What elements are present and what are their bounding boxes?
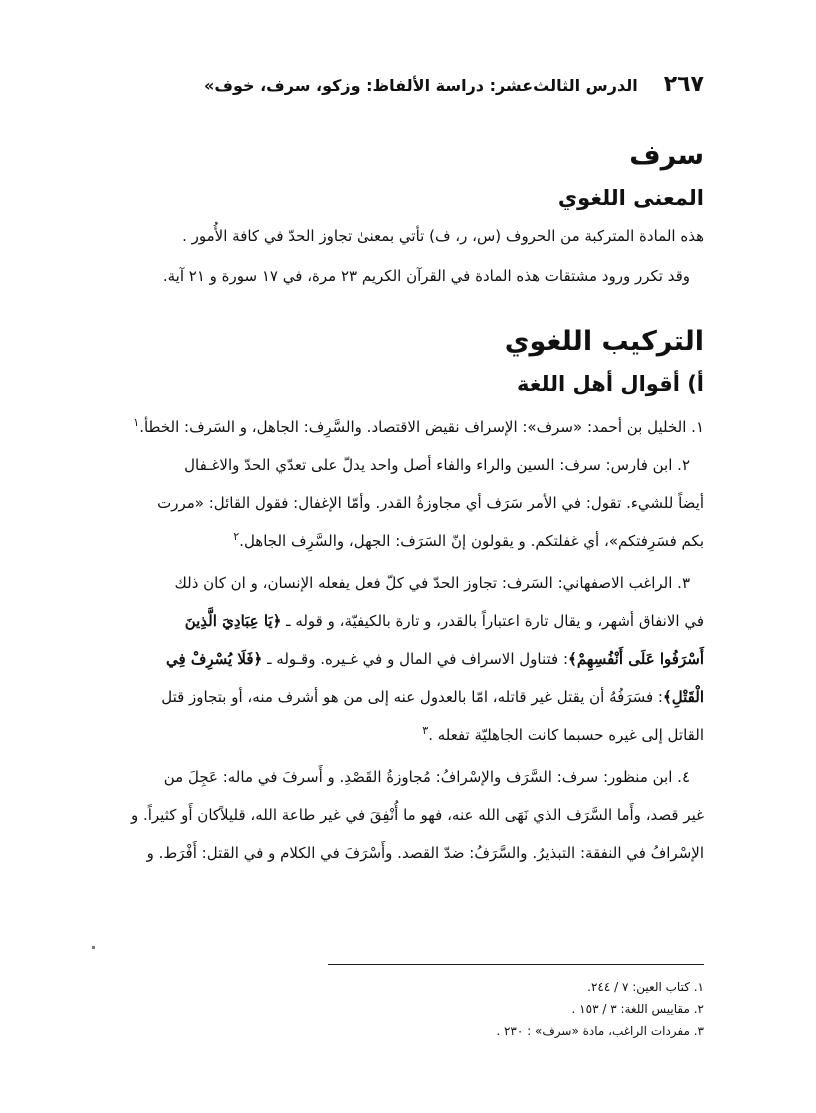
item-ibn-faris-line-2: أيضاً للشيء. تقول: في الأمر سَرَف أي مجاوزةُ القدر. وأمّا الإغفال: فقول القائل: «مررت [157, 494, 704, 512]
item-ibn-manzur-line-3: الإسْرافُ في النفقة: التبذيرُ. والسَّرَفُ: ضدّ القصد. وأَسْرَفَ في الكلام و في القتل: أَفْرَط. و [146, 844, 704, 862]
heading-sarf: سرف [629, 140, 704, 171]
item-ibn-faris-line-1: ٢. ابن فارس: سرف: السين والراء والفاء أصل واحد يدلّ على تعدّي الحدّ والاغـفال [184, 456, 690, 474]
paragraph-definition: هذه المادة المترکبة من الحروف (س، ر، ف) تأتي بمعنیٰ تجاوز الحدّ في کافة الأُمور . [182, 227, 704, 245]
footnotes [112, 976, 704, 1042]
item-raghib-line-1: ٣. الراغب الاصفهاني: السَرف: تجاوز الحدّ في كلّ فعل يفعله الإنسان، و ان كان ذلك [174, 574, 690, 592]
heading-linguistic-structure: الترکیب اللغوي [504, 326, 704, 357]
margin-mark [92, 946, 95, 949]
item-raghib-line-2-text: في الانفاق أشهر، و يقال تارة اعتباراً بالقدر، و تارة بالكيفيّة، و قوله ـ [286, 612, 704, 630]
quran-verse-2-start: ﴿فَلَا يُسْرِفْ فِي [165, 650, 263, 668]
page-number: ٢٦٧ [663, 72, 704, 97]
footnote-marker-2: ٢ [233, 530, 240, 543]
footnote-marker-1: ١ [133, 416, 140, 429]
item-ibn-manzur-line-1: ٤. ابن منظور: سرف: السَّرَف والإسْرافُ: مُجاوزةُ القَصْدِ. و أَسرفَ في ماله: عَجِلَ من [163, 768, 690, 786]
item-raghib-line-3-text: : فتناول الاسراف في المال و في غـيره. وقـوله ـ [267, 650, 569, 668]
item-khalil [112, 408, 704, 446]
quran-verse-1-start: ﴿يَا عِبَادِيَ الَّذِينَ [184, 612, 282, 630]
item-raghib-line-4 [112, 678, 704, 716]
quran-verse-1-end: أَسْرَفُوا عَلَى أَنْفُسِهِمْ﴾ [568, 650, 704, 668]
item-raghib-line-4-text: : فسَرَفُهُ أن يقتل غير قاتله، امّا بالعدول عنه إلى من هو أشرف منه، أو بتجاوز قتل [161, 688, 663, 706]
item-raghib-line-3 [112, 640, 704, 678]
running-header-title: الدرس الثالث‌عشر: دراسة الألفاظ: وزكو، سرف، خوف» [204, 76, 638, 95]
quran-verse-2-end: الْقَتْلِ﴾ [662, 688, 704, 706]
footnote-3: ٣. مفردات الراغب، مادة «سرف» : ٢٣٠ . [496, 1024, 704, 1038]
page-body [112, 134, 704, 872]
footnote-1: ١. کتاب العين: ٧ / ٢٤٤. [587, 980, 704, 994]
item-khalil-text: ١. الخليل بن أحمد: «سرف»: الإسراف نقيض الاقتصاد. والسَّرِف: الجاهل، و السَرف: الخطأ. [139, 418, 704, 436]
footnote-separator [328, 964, 704, 965]
paragraph-occurrences: وقد تكرر ورود مشتقات هذه المادة في القرآن الكريم ٢٣ مرة، في ١٧ سورة و ٢١ آية. [162, 267, 690, 285]
item-raghib-line-5 [112, 716, 704, 754]
item-ibn-faris-line-3 [112, 522, 704, 560]
running-header [114, 72, 704, 97]
footnote-marker-3: ٣ [422, 724, 429, 737]
heading-linguistic-meaning: المعنی اللغوي [557, 186, 704, 210]
footnote-2: ٢. مقاييس اللغة: ٣ / ١٥٣ . [571, 1002, 704, 1016]
item-raghib-line-5-text: القاتل إلى غيره حسبما كانت الجاهليّة تفعله . [428, 726, 704, 744]
item-ibn-faris-line-3-text: بكم فسَرِفتكم»، أي غفلتكم. و يقولون إنّ السَرَف: الجهل، والسَّرِف الجاهل. [239, 532, 704, 550]
item-ibn-manzur-line-2: غير قصد، وأَما السَّرَف الذي نَهَى الله عنه، فهو ما أُنْفِقَ في غير طاعة الله، قليلاًكان أَو كثيراً. و [130, 806, 704, 824]
item-raghib-line-2 [112, 602, 704, 640]
heading-lexicographers-sayings: أ) أقوال أهل اللغة [516, 372, 704, 396]
